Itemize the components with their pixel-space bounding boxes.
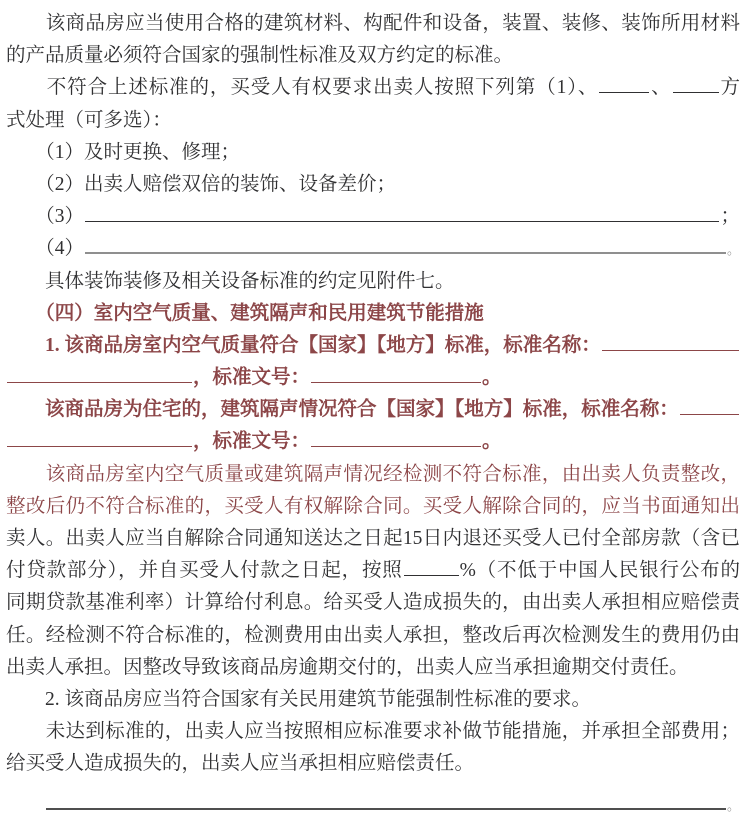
- text-run: 的产品质量必须符合国家的强制性标准及双方约定的标准。: [6, 45, 514, 67]
- clause-1-line-2: [6, 362, 740, 394]
- text-run: 该商品房为住宅的，建筑隔声情况符合【国家】【地方】标准，标准名称：: [6, 399, 679, 421]
- option-1: [6, 137, 740, 169]
- document-body: [6, 8, 740, 821]
- para-noncompliance-line-6: [6, 620, 740, 652]
- blank-field: [602, 350, 739, 351]
- text-run: 整改后仍不符合标准的，买受人有权解除合同。买受人解除合同的，应当书面通知出: [6, 495, 740, 517]
- text-run: 同期贷款基准利率）计算给付利息。给买受人造成损失的，由出卖人承担相应赔偿责: [6, 592, 740, 614]
- text-run: ，标准文号：: [193, 431, 311, 453]
- blank-field: [311, 446, 481, 447]
- text-run: ，标准文号：: [193, 367, 311, 389]
- bottom-blank-rule: [6, 789, 740, 821]
- blank-field: [311, 382, 481, 383]
- text-run: 方: [719, 77, 740, 99]
- text-run: 该商品房室内空气质量或建筑隔声情况经检测不符合标准，由出卖人负责整改，: [6, 463, 740, 485]
- text-run: 未达到标准的，出卖人应当按照相应标准要求补做节能措施，并承担全部费用；: [6, 721, 740, 743]
- blank-field: [85, 221, 719, 222]
- para-remedy-line-1: [6, 72, 740, 104]
- text-run: [6, 789, 45, 821]
- text-run: %（不低于中国人民银行公布的: [459, 560, 740, 582]
- clause-1-line-1: [6, 330, 740, 362]
- text-run: 付贷款部分），并自买受人付款之日起，按照: [6, 560, 403, 582]
- text-run: （1）及时更换、修理；: [6, 141, 241, 163]
- option-2: [6, 169, 740, 201]
- blank-field: [673, 92, 719, 93]
- section-heading: [6, 298, 740, 330]
- blank-field: [404, 575, 459, 576]
- para-materials-line-1: [6, 8, 740, 40]
- para-noncompliance-line-1: [6, 459, 740, 491]
- text-run: （3）: [6, 206, 85, 228]
- para-materials-line-2: [6, 40, 740, 72]
- text-run: 不符合上述标准的，买受人有权要求出卖人按照下列第（1）、: [6, 77, 599, 99]
- clause-sound-line-1: [6, 394, 740, 426]
- text-run: （4）: [6, 238, 85, 260]
- text-run: 给买受人造成损失的，出卖人应当承担相应赔偿责任。: [6, 753, 475, 775]
- text-run: 。: [726, 242, 740, 258]
- blank-field: [680, 414, 739, 415]
- option-4: [6, 233, 740, 265]
- para-remedy-line-2: [6, 105, 740, 137]
- clause-sound-line-2: [6, 426, 740, 458]
- text-run: 1. 该商品房室内空气质量符合【国家】【地方】标准，标准名称：: [6, 334, 601, 356]
- text-run: 2. 该商品房应当符合国家有关民用建筑节能强制性标准的要求。: [6, 688, 592, 710]
- blank-field: [85, 252, 726, 254]
- text-run: 任。经检测不符合标准的，检测费用由出卖人承担，整改后再次检测发生的费用仍由: [6, 624, 740, 646]
- blank-field: [599, 92, 649, 93]
- para-noncompliance-line-7: [6, 652, 740, 684]
- para-attachment: [6, 266, 740, 298]
- text-run: 式处理（可多选）：: [6, 109, 172, 131]
- text-run: 。: [482, 431, 502, 453]
- text-run: 。: [726, 797, 740, 813]
- option-3: [6, 201, 740, 233]
- blank-field: [7, 382, 192, 383]
- text-run: （2）出卖人赔偿双倍的装饰、设备差价；: [6, 173, 397, 195]
- para-noncompliance-line-3: [6, 523, 740, 555]
- text-run: 卖人。出卖人应当自解除合同通知送达之日起15日内退还买受人已付全部房款（含已: [6, 528, 740, 549]
- para-energy-line-2: [6, 748, 740, 780]
- para-noncompliance-line-4: [6, 555, 740, 587]
- para-noncompliance-line-5: [6, 587, 740, 619]
- text-run: ；: [720, 206, 740, 228]
- text-run: 具体装饰装修及相关设备标准的约定见附件七。: [6, 270, 455, 292]
- text-run: 出卖人承担。因整改导致该商品房逾期交付的，出卖人应当承担逾期交付责任。: [6, 656, 689, 678]
- para-noncompliance-line-2: [6, 491, 740, 523]
- text-run: （四）室内空气质量、建筑隔声和民用建筑节能措施: [6, 302, 484, 324]
- text-run: 、: [650, 77, 672, 99]
- blank-field: [7, 446, 192, 447]
- para-energy-line-1: [6, 716, 740, 748]
- text-run: 。: [482, 367, 502, 389]
- text-run: 该商品房应当使用合格的建筑材料、构配件和设备，装置、装修、装饰所用材料: [6, 13, 740, 34]
- clause-2: [6, 684, 740, 716]
- blank-field: [46, 808, 726, 810]
